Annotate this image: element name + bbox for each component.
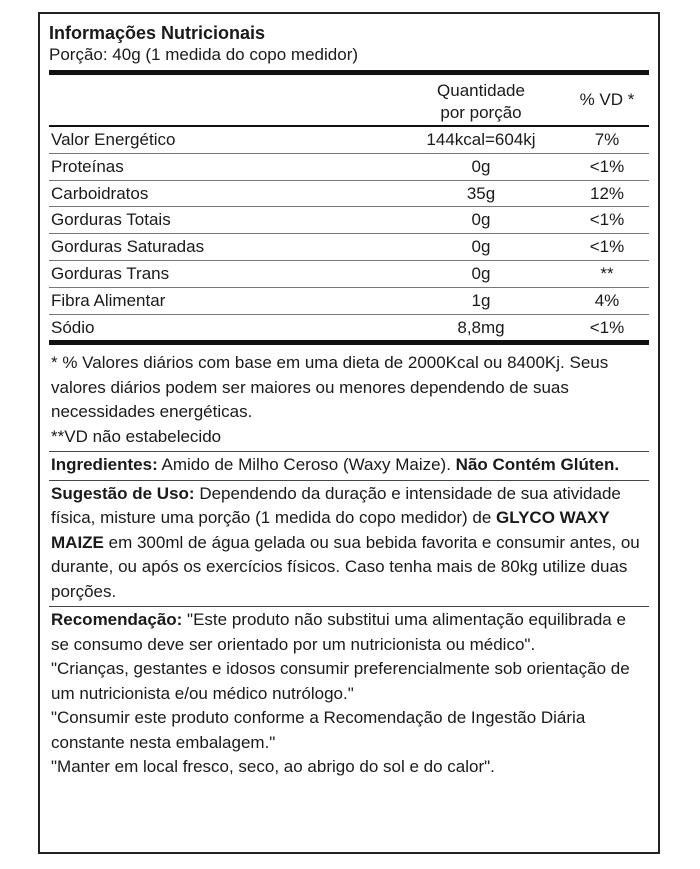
amount-header-line1: Quantidade — [437, 81, 525, 100]
intake-note: "Consumir este produto conforme a Recomendação de Ingestão Diária constante nesta embalagem." — [51, 708, 586, 752]
usage-section — [49, 482, 649, 605]
nutrient-name: Proteínas — [51, 156, 124, 176]
nutrient-amount: 144kcal=604kj — [426, 130, 536, 149]
nutrient-name: Gorduras Trans — [51, 263, 170, 283]
table-row — [49, 315, 649, 341]
ingredients-label: Ingredientes: — [51, 455, 158, 475]
vd-not-established-note: **VD não estabelecido — [51, 426, 222, 446]
product-name: GLYCO WAXY MAIZE — [51, 508, 610, 552]
table-row — [49, 154, 649, 181]
nutrient-name: Fibra Alimentar — [51, 290, 166, 310]
nutrient-name: Carboidratos — [51, 183, 149, 203]
nutrient-vd: 7% — [594, 130, 620, 149]
nutrient-vd: <1% — [589, 156, 625, 176]
ingredients-text: Amido de Milho Ceroso (Waxy Maize). — [157, 455, 456, 475]
table-row — [49, 181, 649, 208]
vd-column-header: % VD * — [579, 90, 635, 109]
nutrient-amount: 35g — [466, 183, 496, 203]
nutrient-amount: 0g — [471, 210, 491, 230]
table-row — [49, 288, 649, 315]
nutrient-name: Gorduras Saturadas — [51, 237, 205, 257]
nutrient-name: Gorduras Totais — [51, 210, 171, 230]
amount-header-line2: por porção — [440, 103, 522, 122]
nutrient-vd: <1% — [589, 317, 625, 337]
nutrient-vd: 12% — [589, 183, 625, 203]
nutrient-amount: 8,8mg — [457, 317, 505, 337]
recommendation-text: "Este produto não substitui uma alimentação equilibrada e se consumo deve ser orientado por um nutricionista ou médico". — [51, 610, 626, 654]
table-row — [49, 234, 649, 261]
label-title: Informações Nutricionais — [49, 23, 266, 43]
divider — [49, 480, 649, 481]
divider — [49, 451, 649, 452]
nutrient-name: Valor Energético — [51, 130, 176, 149]
nutrient-table — [49, 127, 649, 340]
divider — [49, 606, 649, 607]
portion-size: Porção: 40g (1 medida do copo medidor) — [49, 45, 359, 64]
table-row — [49, 261, 649, 288]
children-note: "Crianças, gestantes e idosos consumir preferencialmente sob orientação de um nutricionista e/ou médico nutrólogo." — [51, 659, 630, 703]
table-header — [49, 75, 649, 125]
gluten-statement: Não Contém Glúten. — [455, 455, 620, 475]
usage-text-before: Dependendo da duração e intensidade de sua atividade física, misture uma porção (1 medida do copo medidor) de — [51, 483, 621, 528]
daily-values-note: * % Valores diários com base em uma dieta de 2000Kcal ou 8400Kj. Seus valores diários podem ser maiores ou menores dependendo de suas necessidades energéticas. — [51, 353, 609, 422]
recommendation-section — [49, 608, 649, 657]
amount-column-header — [415, 80, 547, 124]
nutrient-amount: 0g — [471, 263, 491, 283]
nutrient-amount: 1g — [471, 290, 491, 310]
storage-note: "Manter em local fresco, seco, ao abrigo do sol e do calor". — [51, 757, 495, 777]
table-row — [49, 207, 649, 234]
ingredients-section — [49, 453, 649, 478]
usage-text-after: em 300ml de água gelada ou sua bebida favorita e consumir antes, ou durante, ou após os exercícios físicos. Caso tenha mais de 80kg utilize duas porções. — [51, 532, 640, 601]
thick-divider — [49, 340, 649, 345]
nutrient-amount: 0g — [471, 237, 491, 257]
recommendation-label: Recomendação: — [51, 610, 183, 630]
usage-label: Sugestão de Uso: — [51, 483, 195, 503]
nutrient-vd: 4% — [594, 290, 620, 310]
nutrient-vd: <1% — [589, 237, 625, 257]
nutrition-label — [38, 12, 660, 854]
table-row — [49, 127, 649, 154]
nutrient-name: Sódio — [51, 317, 95, 337]
nutrition-label-content — [49, 14, 649, 780]
nutrient-vd: ** — [600, 263, 614, 283]
nutrient-amount: 0g — [471, 156, 491, 176]
nutrient-vd: <1% — [589, 210, 625, 230]
